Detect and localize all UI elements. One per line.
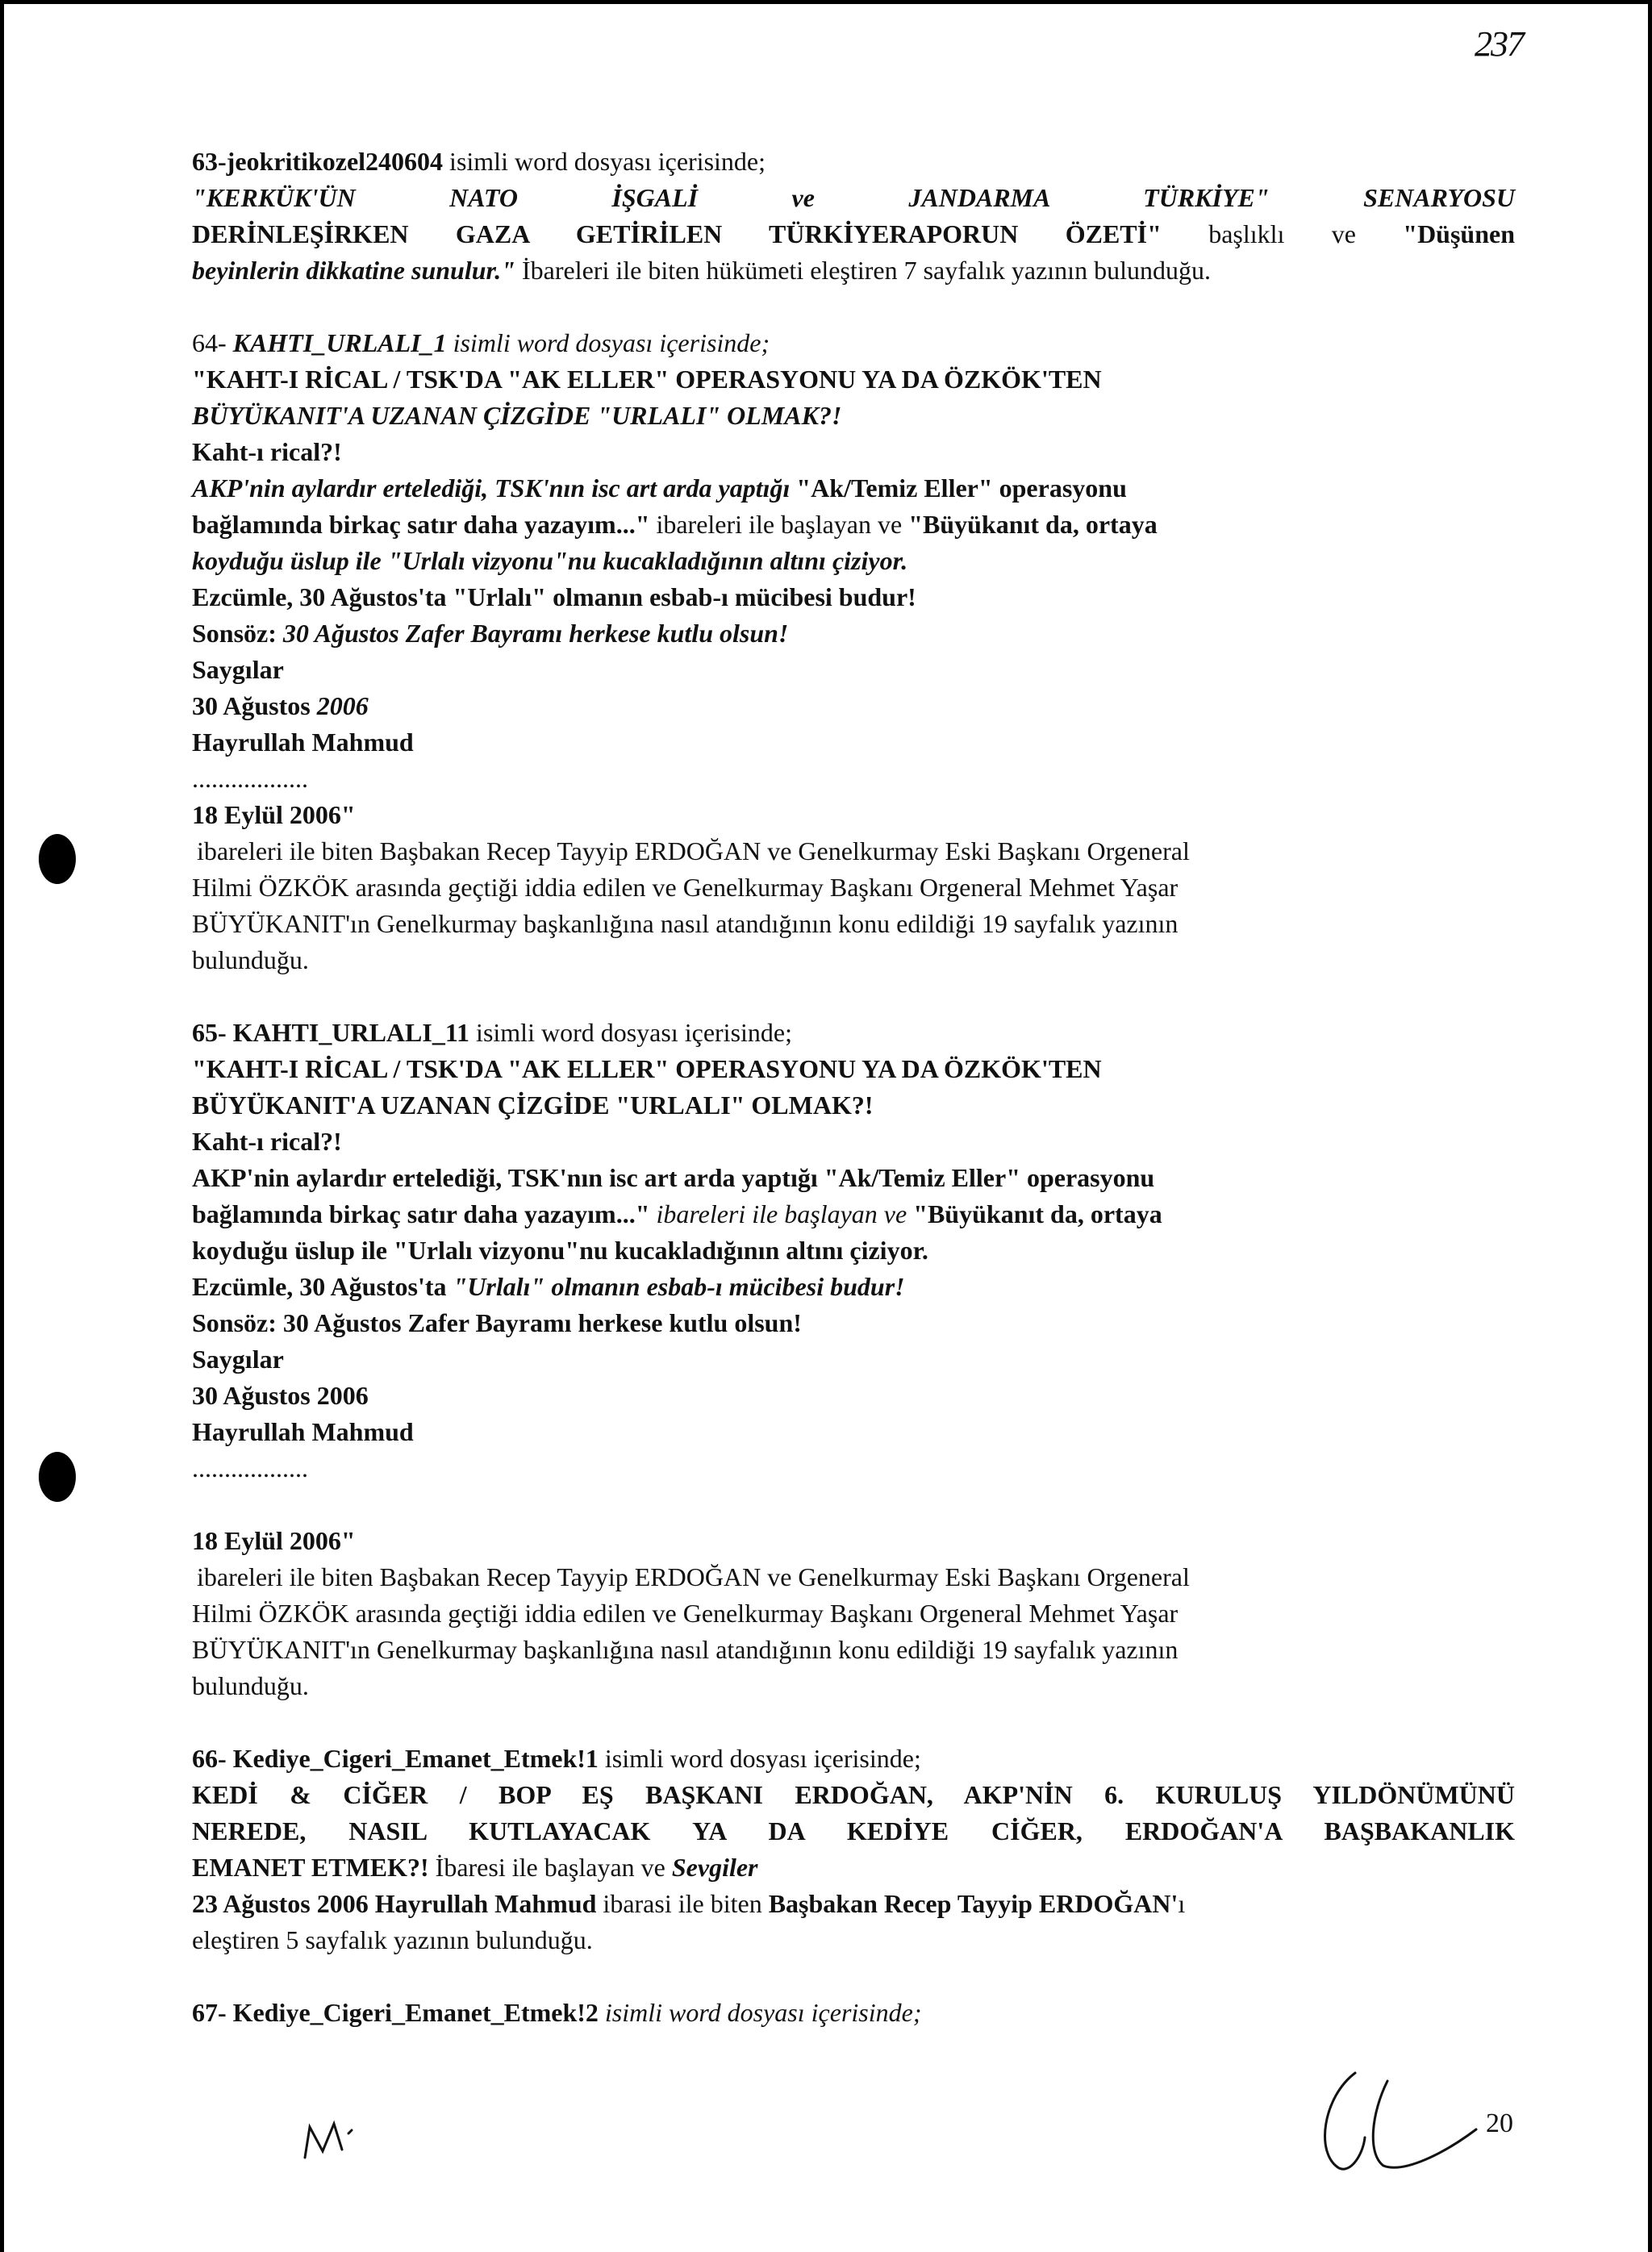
section-63: 63-jeokritikozel240604 isimli word dosyası içerisinde; "KERKÜK'ÜN NATO İŞGALİ ve JANDARMA TÜRKİYE" SENARYOSU DERİNLEŞİRKEN GAZA GETİRİLEN TÜRKİYERAPORUN ÖZETİ" başlıklı ve "Düşünen beyinlerin dikkatine sunulur." İbareleri ile biten hükümeti eleştiren 7 sayfalık yazının bulunduğu. (192, 147, 1516, 285)
file-name: 66- Kediye_Cigeri_Emanet_Etmek!1 (192, 1744, 599, 1773)
author-name: Hayrullah Mahmud (192, 1417, 414, 1446)
section-67: 67- Kediye_Cigeri_Emanet_Etmek!2 isimli word dosyası içerisinde; (192, 1998, 922, 2027)
heading-line: "KAHT-I RİCAL / TSK'DA "AK ELLER" OPERASYONU YA DA ÖZKÖK'TEN (192, 1054, 1102, 1083)
heading-line: "KAHT-I RİCAL / TSK'DA "AK ELLER" OPERASYONU YA DA ÖZKÖK'TEN (192, 365, 1102, 394)
handwritten-signature (1307, 2065, 1492, 2178)
file-name: 67- Kediye_Cigeri_Emanet_Etmek!2 (192, 1998, 599, 2027)
handwritten-page-number: 237 (1475, 24, 1523, 64)
punch-hole-top (39, 834, 76, 884)
heading-line: KEDİ & CİĞER / BOP EŞ BAŞKANI ERDOĞAN, AKP'NİN 6. KURULUŞ YILDÖNÜMÜNÜ (192, 1780, 1515, 1809)
ellipsis-divider: .................. (192, 764, 308, 793)
footer-page-number: 20 (1486, 2108, 1513, 2138)
document-body (192, 144, 1515, 2031)
scan-edge-right (1648, 0, 1652, 2252)
initials-signature (298, 2109, 395, 2166)
section-64: 64- KAHTI_URLALI_1 isimli word dosyası içerisinde; "KAHT-I RİCAL / TSK'DA "AK ELLER" OPERASYONU YA DA ÖZKÖK'TEN BÜYÜKANIT'A UZANAN ÇİZGİDE "URLALI" OLMAK?! Kaht-ı rical?! AKP'nin aylardır ertelediği, TSK'nın isc art arda yaptığı "Ak/Temiz Eller" operasyonu bağlamında birkaç satır daha yazayım..." ibareleri ile başlayan ve "Büyükanıt da, ortaya koyduğu üslup ile "Urlalı vizyonu"nu kucakladığının altını çiziyor. Ezcümle, 30 Ağustos'ta "Urlalı" olmanın esbab-ı mücibesi budur! Sonsöz: 30 Ağustos Zafer Bayramı herkese kutlu olsun! Saygılar 30 Ağustos 2006 Hayrullah Mahmud .................. 18 Eylül 2006" ibareleri ile biten Başbakan Recep Tayyip ERDOĞAN ve Genelkurmay Eski Başkanı Orgeneral Hilmi ÖZKÖK arasında geçtiği iddia edilen ve Genelkurmay Başkanı Orgeneral Mehmet Yaşar BÜYÜKANIT'ın Genelkurmay başkanlığına nasıl atandığının konu edildiği 19 sayfalık yazının bulunduğu. (192, 328, 1190, 974)
file-name: 65- KAHTI_URLALI_11 (192, 1018, 470, 1047)
punch-hole-bottom (39, 1452, 76, 1502)
file-name: 63-jeokritikozel240604 (192, 147, 444, 176)
heading-line: "KERKÜK'ÜN NATO İŞGALİ ve JANDARMA TÜRKİYE" SENARYOSU (192, 183, 1515, 212)
section-65: 65- KAHTI_URLALI_11 isimli word dosyası içerisinde; "KAHT-I RİCAL / TSK'DA "AK ELLER" OPERASYONU YA DA ÖZKÖK'TEN BÜYÜKANIT'A UZANAN ÇİZGİDE "URLALI" OLMAK?! Kaht-ı rical?! AKP'nin aylardır ertelediği, TSK'nın isc art arda yaptığı "Ak/Temiz Eller" operasyonu bağlamında birkaç satır daha yazayım..." ibareleri ile başlayan ve "Büyükanıt da, ortaya koyduğu üslup ile "Urlalı vizyonu"nu kucakladığının altını çiziyor. Ezcümle, 30 Ağustos'ta "Urlalı" olmanın esbab-ı mücibesi budur! Sonsöz: 30 Ağustos Zafer Bayramı herkese kutlu olsun! Saygılar 30 Ağustos 2006 Hayrullah Mahmud .................. 18 Eylül 2006" ibareleri ile biten Başbakan Recep Tayyip ERDOĞAN ve Genelkurmay Eski Başkanı Orgeneral Hilmi ÖZKÖK arasında geçtiği iddia edilen ve Genelkurmay Başkanı Orgeneral Mehmet Yaşar BÜYÜKANIT'ın Genelkurmay başkanlığına nasıl atandığının konu edildiği 19 sayfalık yazının bulunduğu. (192, 1018, 1190, 1700)
section-66: 66- Kediye_Cigeri_Emanet_Etmek!1 isimli word dosyası içerisinde; KEDİ & CİĞER / BOP EŞ BAŞKANI ERDOĞAN, AKP'NİN 6. KURULUŞ YILDÖNÜMÜNÜ NEREDE, NASIL KUTLAYACAK YA DA KEDİYE CİĞER, ERDOĞAN'A BAŞBAKANLIK EMANET ETMEK?! İbaresi ile başlayan ve Sevgiler 23 Ağustos 2006 Hayrullah Mahmud ibarasi ile biten Başbakan Recep Tayyip ERDOĞAN'ı eleştiren 5 sayfalık yazının bulunduğu. (192, 1744, 1515, 1954)
author-name: Hayrullah Mahmud (192, 728, 414, 757)
file-name: KAHTI_URLALI_1 (232, 328, 447, 357)
scan-edge-left (0, 0, 4, 2252)
ellipsis-divider: .................. (192, 1453, 308, 1483)
scan-edge-top (0, 0, 1652, 4)
